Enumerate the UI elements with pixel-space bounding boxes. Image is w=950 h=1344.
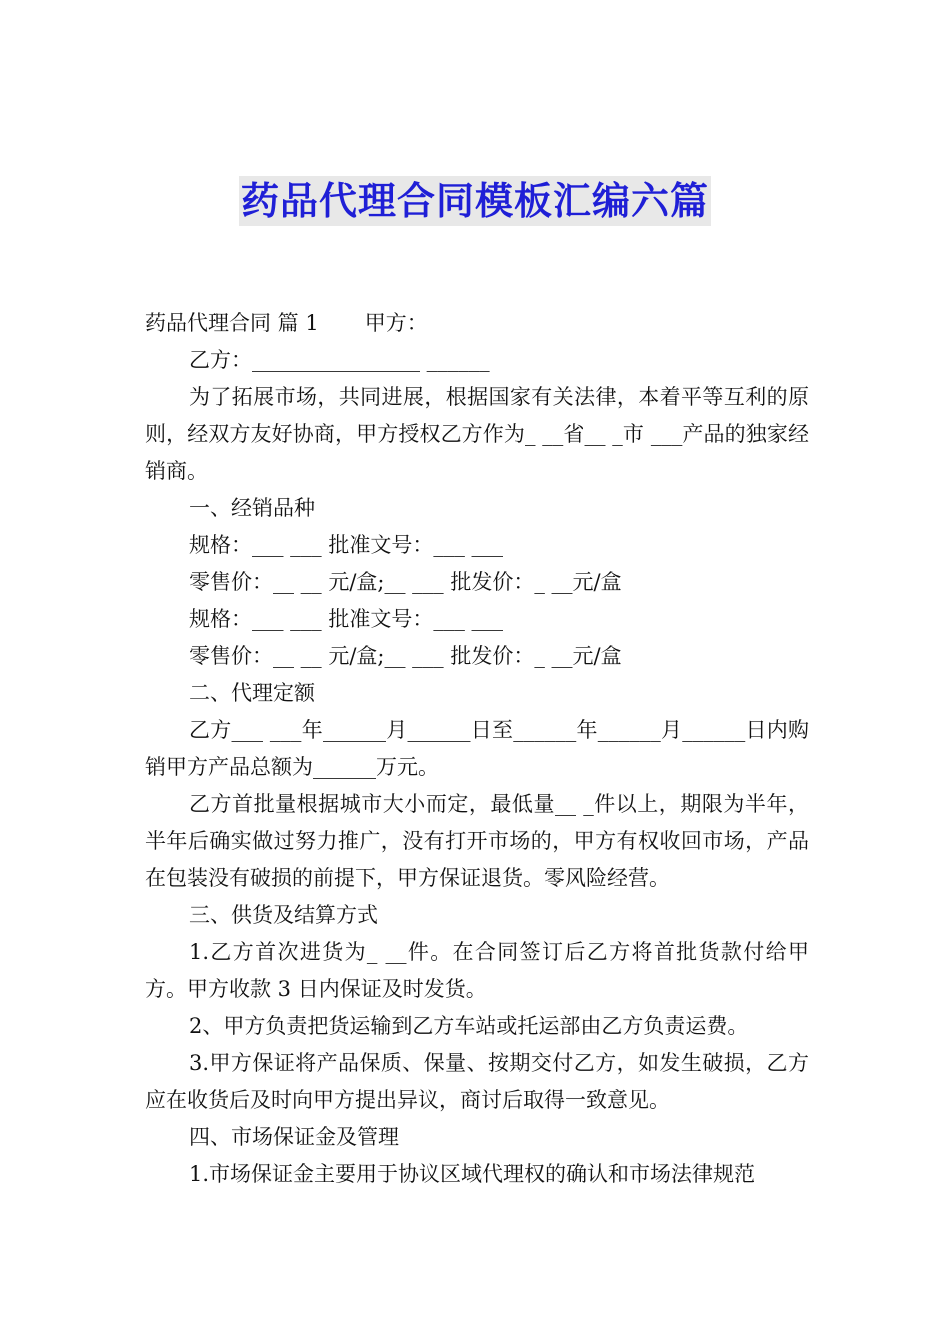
- supply-item-1: 1.乙方首次进货为_ __件。在合同签订后乙方将首批货款付给甲方。甲方收款 3 日内保证及时发货。: [145, 940, 809, 1001]
- spec-line-1: 规格：___ ___ 批准文号：___ ___: [189, 533, 504, 557]
- first-batch-paragraph: 乙方首批量根据城市大小而定，最低量__ _件以上，期限为半年，半年后确实做过努力推广，没有打开市场的，甲方有权收回市场，产品在包装没有破损的前提下，甲方保证退货。零风险经营。: [145, 792, 809, 890]
- document-title: 药品代理合同模板汇编六篇: [239, 176, 711, 226]
- spec-line-2: 规格：___ ___ 批准文号：___ ___: [189, 607, 504, 631]
- quota-paragraph: 乙方___ ___年______月______日至______年______月______日内购销甲方产品总额为______万元。: [145, 718, 809, 779]
- section-heading-quota: 二、代理定额: [189, 681, 315, 705]
- supply-item-2: 2、甲方负责把货运输到乙方车站或托运部由乙方负责运费。: [189, 1014, 749, 1038]
- price-line-1: 零售价：__ __ 元/盒;__ ___ 批发价：_ __元/盒: [189, 570, 622, 594]
- section-heading-products: 一、经销品种: [189, 496, 315, 520]
- supply-item-3: 3.甲方保证将产品保质、保量、按期交付乙方，如发生破损，乙方应在收货后及时向甲方提出异议，商讨后取得一致意见。: [145, 1051, 809, 1112]
- document-body: [145, 305, 809, 1193]
- intro-paragraph: 为了拓展市场，共同进展，根据国家有关法律，本着平等互利的原则，经双方友好协商，甲方授权乙方作为_ __省__ _市 ___产品的独家经销商。: [145, 385, 809, 483]
- section-heading-deposit: 四、市场保证金及管理: [189, 1125, 399, 1149]
- title-container: [0, 176, 950, 226]
- contract-heading-line: [145, 305, 809, 342]
- party-b-line: 乙方：________________ ______: [189, 348, 490, 372]
- deposit-item-1: 1.市场保证金主要用于协议区域代理权的确认和市场法律规范: [189, 1162, 756, 1186]
- party-a-label: 甲方：: [364, 311, 428, 335]
- section-heading-supply: 三、供货及结算方式: [189, 903, 378, 927]
- price-line-2: 零售价：__ __ 元/盒;__ ___ 批发价：_ __元/盒: [189, 644, 622, 668]
- contract-heading: 药品代理合同 篇 1: [145, 311, 319, 335]
